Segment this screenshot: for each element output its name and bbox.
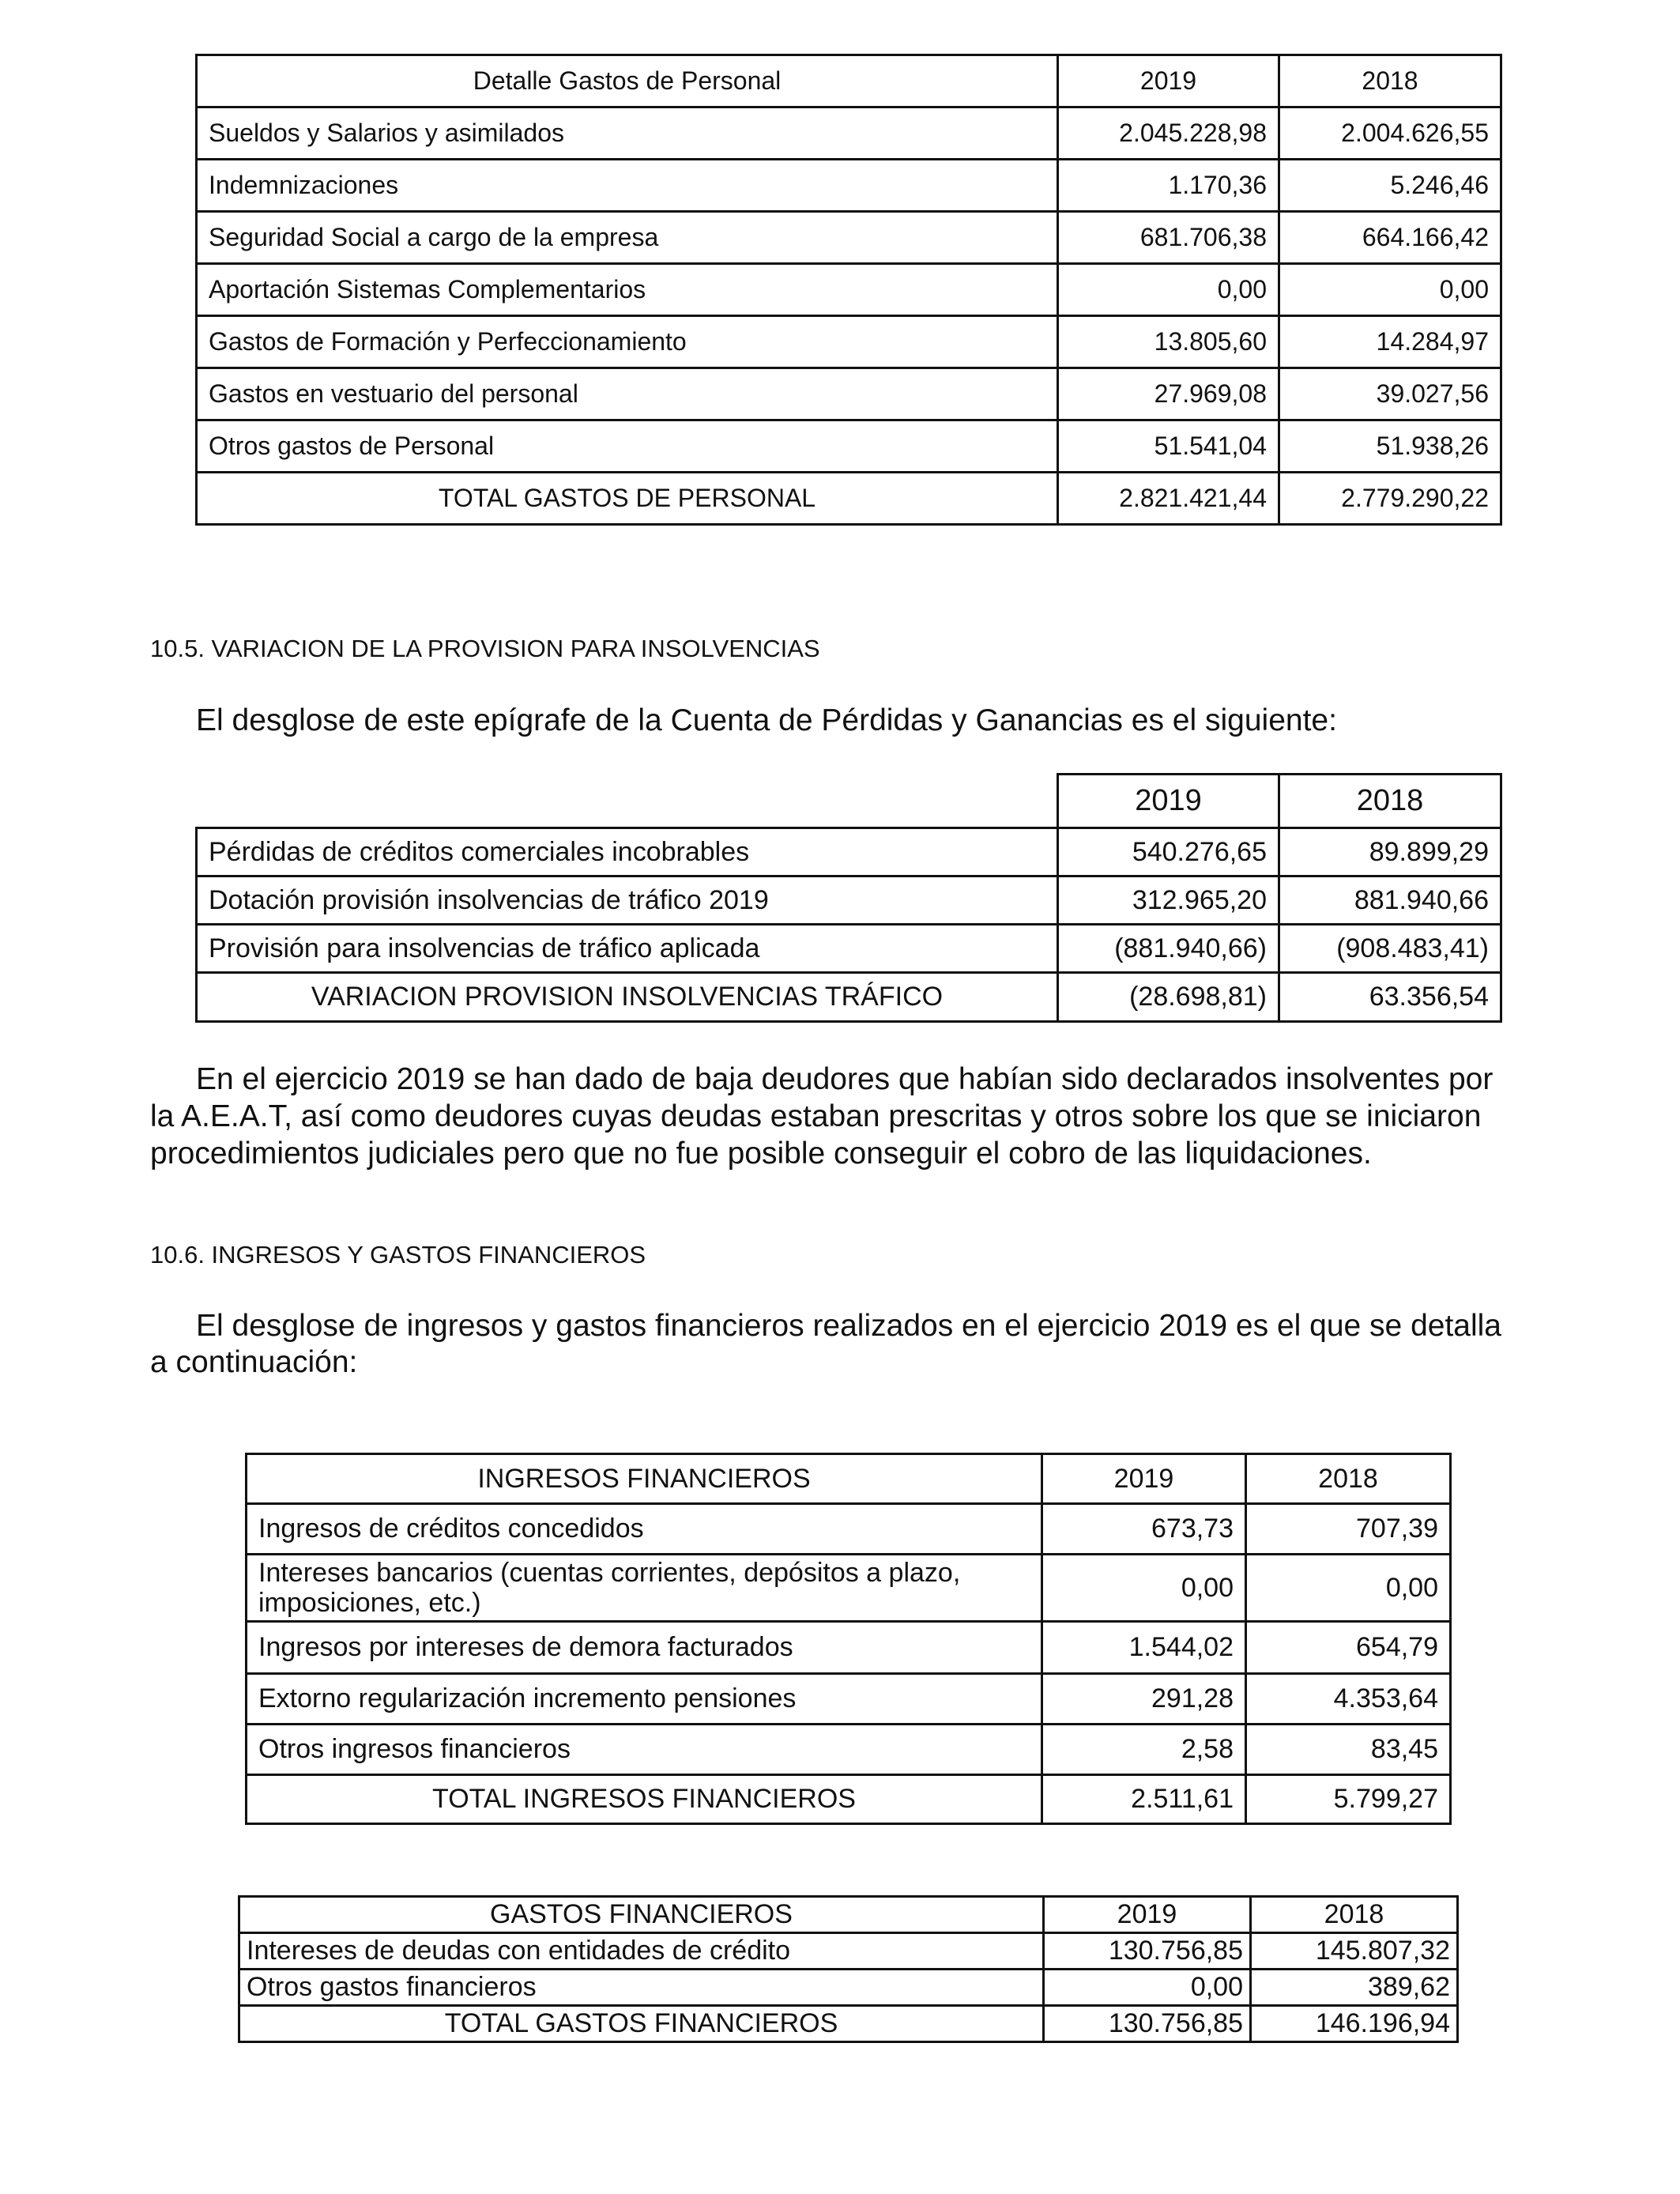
row-label: Aportación Sistemas Complementarios [197,264,1058,316]
table-row [197,876,1501,925]
note-line-3: procedimientos judiciales pero que no fue posible conseguir el cobro de las liquidaciones. [150,1137,1372,1171]
row-label: Otros gastos financieros [239,1970,1044,2006]
intro-line-2: a continuación: [150,1345,358,1379]
total-label: TOTAL INGRESOS FINANCIEROS [247,1775,1042,1824]
value-2019: 1.544,02 [1042,1622,1246,1674]
value-2019: 1.170,36 [1058,160,1279,212]
value-2018: 5.246,46 [1279,160,1501,212]
header-2019: 2019 [1044,1897,1251,1933]
total-2019: 2.821.421,44 [1058,473,1279,525]
value-2019: 291,28 [1042,1674,1246,1725]
total-row [197,973,1501,1022]
value-2018: 881.940,66 [1279,876,1501,925]
note-line-2: la A.E.A.T, así como deudores cuyas deudas estaban prescritas y otros sobre los que se iniciaron [150,1099,1482,1133]
table-row [247,1725,1451,1775]
total-row [197,473,1501,525]
value-2018: 4.353,64 [1246,1674,1451,1725]
row-label: Indemnizaciones [197,160,1058,212]
table-row [239,1970,1458,2006]
section-heading-10-5: 10.5. VARIACION DE LA PROVISION PARA INSOLVENCIAS [150,635,820,662]
value-2018: 664.166,42 [1279,212,1501,264]
section-heading-10-6: 10.6. INGRESOS Y GASTOS FINANCIEROS [150,1241,646,1269]
total-row [247,1775,1451,1824]
value-2018: 14.284,97 [1279,316,1501,368]
table-header-row [247,1454,1451,1504]
total-2019: (28.698,81) [1058,973,1279,1022]
total-2019: 130.756,85 [1044,2006,1251,2042]
row-label: Otros ingresos financieros [247,1725,1042,1775]
table-row [239,1933,1458,1970]
value-2018: 0,00 [1246,1555,1451,1622]
value-2018: 2.004.626,55 [1279,107,1501,160]
total-2018: 5.799,27 [1246,1775,1451,1824]
value-2018: 0,00 [1279,264,1501,316]
value-2018: 39.027,56 [1279,368,1501,420]
total-label: VARIACION PROVISION INSOLVENCIAS TRÁFICO [197,973,1058,1022]
header-label: Detalle Gastos de Personal [197,55,1058,107]
table-row [197,107,1501,160]
value-2019: 312.965,20 [1058,876,1279,925]
header-2018: 2018 [1251,1897,1458,1933]
row-label: Pérdidas de créditos comerciales incobrables [197,828,1058,876]
value-2019: 51.541,04 [1058,420,1279,473]
table-header-row [197,775,1501,828]
header-2018: 2018 [1279,775,1501,828]
value-2019: 27.969,08 [1058,368,1279,420]
row-label: Ingresos por intereses de demora facturados [247,1622,1042,1674]
row-label: Extorno regularización incremento pensiones [247,1674,1042,1725]
row-label: Dotación provisión insolvencias de tráfico 2019 [197,876,1058,925]
value-2018: 707,39 [1246,1504,1451,1555]
personal-expenses-table [195,54,1502,526]
row-label: Intereses de deudas con entidades de crédito [239,1933,1044,1970]
value-2019: 0,00 [1058,264,1279,316]
empty-header-cell [197,775,1058,828]
note-line-1: En el ejercicio 2019 se han dado de baja deudores que habían sido declarados insolventes por [196,1062,1494,1096]
row-label: Intereses bancarios (cuentas corrientes, depósitos a plazo, imposiciones, etc.) [247,1555,1042,1622]
header-2019: 2019 [1058,775,1279,828]
value-2019: 673,73 [1042,1504,1246,1555]
table-row [247,1674,1451,1725]
value-2019: 130.756,85 [1044,1933,1251,1970]
table-row [247,1504,1451,1555]
value-2019: 2.045.228,98 [1058,107,1279,160]
total-2018: 2.779.290,22 [1279,473,1501,525]
value-2019: 540.276,65 [1058,828,1279,876]
table-row [197,368,1501,420]
total-row [239,2006,1458,2042]
table-row [247,1555,1451,1622]
table-row [197,264,1501,316]
table-row [197,828,1501,876]
value-2018: 145.807,32 [1251,1933,1458,1970]
table-row [197,160,1501,212]
value-2018: (908.483,41) [1279,925,1501,973]
table-header-row [239,1897,1458,1933]
total-label: TOTAL GASTOS FINANCIEROS [239,2006,1044,2042]
provision-insolvencias-table [195,773,1502,1023]
intro-line-1: El desglose de ingresos y gastos financieros realizados en el ejercicio 2019 es el que se detalla [196,1309,1501,1343]
value-2018: 389,62 [1251,1970,1458,2006]
total-2018: 63.356,54 [1279,973,1501,1022]
table-row [197,925,1501,973]
header-2018: 2018 [1279,55,1501,107]
section-intro-10-5: El desglose de este epígrafe de la Cuenta de Pérdidas y Ganancias es el siguiente: [196,703,1337,737]
table-row [247,1622,1451,1674]
value-2018: 654,79 [1246,1622,1451,1674]
value-2019: 0,00 [1042,1555,1246,1622]
table-row [197,212,1501,264]
value-2019: 0,00 [1044,1970,1251,2006]
header-label: INGRESOS FINANCIEROS [247,1454,1042,1504]
table-header-row [197,55,1501,107]
value-2019: 681.706,38 [1058,212,1279,264]
total-2019: 2.511,61 [1042,1775,1246,1824]
value-2019: 2,58 [1042,1725,1246,1775]
row-label: Seguridad Social a cargo de la empresa [197,212,1058,264]
table-row [197,420,1501,473]
header-label: GASTOS FINANCIEROS [239,1897,1044,1933]
value-2019: (881.940,66) [1058,925,1279,973]
row-label: Gastos en vestuario del personal [197,368,1058,420]
value-2018: 89.899,29 [1279,828,1501,876]
row-label: Gastos de Formación y Perfeccionamiento [197,316,1058,368]
total-2018: 146.196,94 [1251,2006,1458,2042]
table-row [197,316,1501,368]
ingresos-financieros-table [245,1453,1452,1825]
row-label: Provisión para insolvencias de tráfico aplicada [197,925,1058,973]
value-2019: 13.805,60 [1058,316,1279,368]
row-label: Ingresos de créditos concedidos [247,1504,1042,1555]
header-2019: 2019 [1042,1454,1246,1504]
header-2019: 2019 [1058,55,1279,107]
row-label: Sueldos y Salarios y asimilados [197,107,1058,160]
row-label: Otros gastos de Personal [197,420,1058,473]
gastos-financieros-table [238,1895,1459,2043]
header-2018: 2018 [1246,1454,1451,1504]
value-2018: 83,45 [1246,1725,1451,1775]
value-2018: 51.938,26 [1279,420,1501,473]
total-label: TOTAL GASTOS DE PERSONAL [197,473,1058,525]
